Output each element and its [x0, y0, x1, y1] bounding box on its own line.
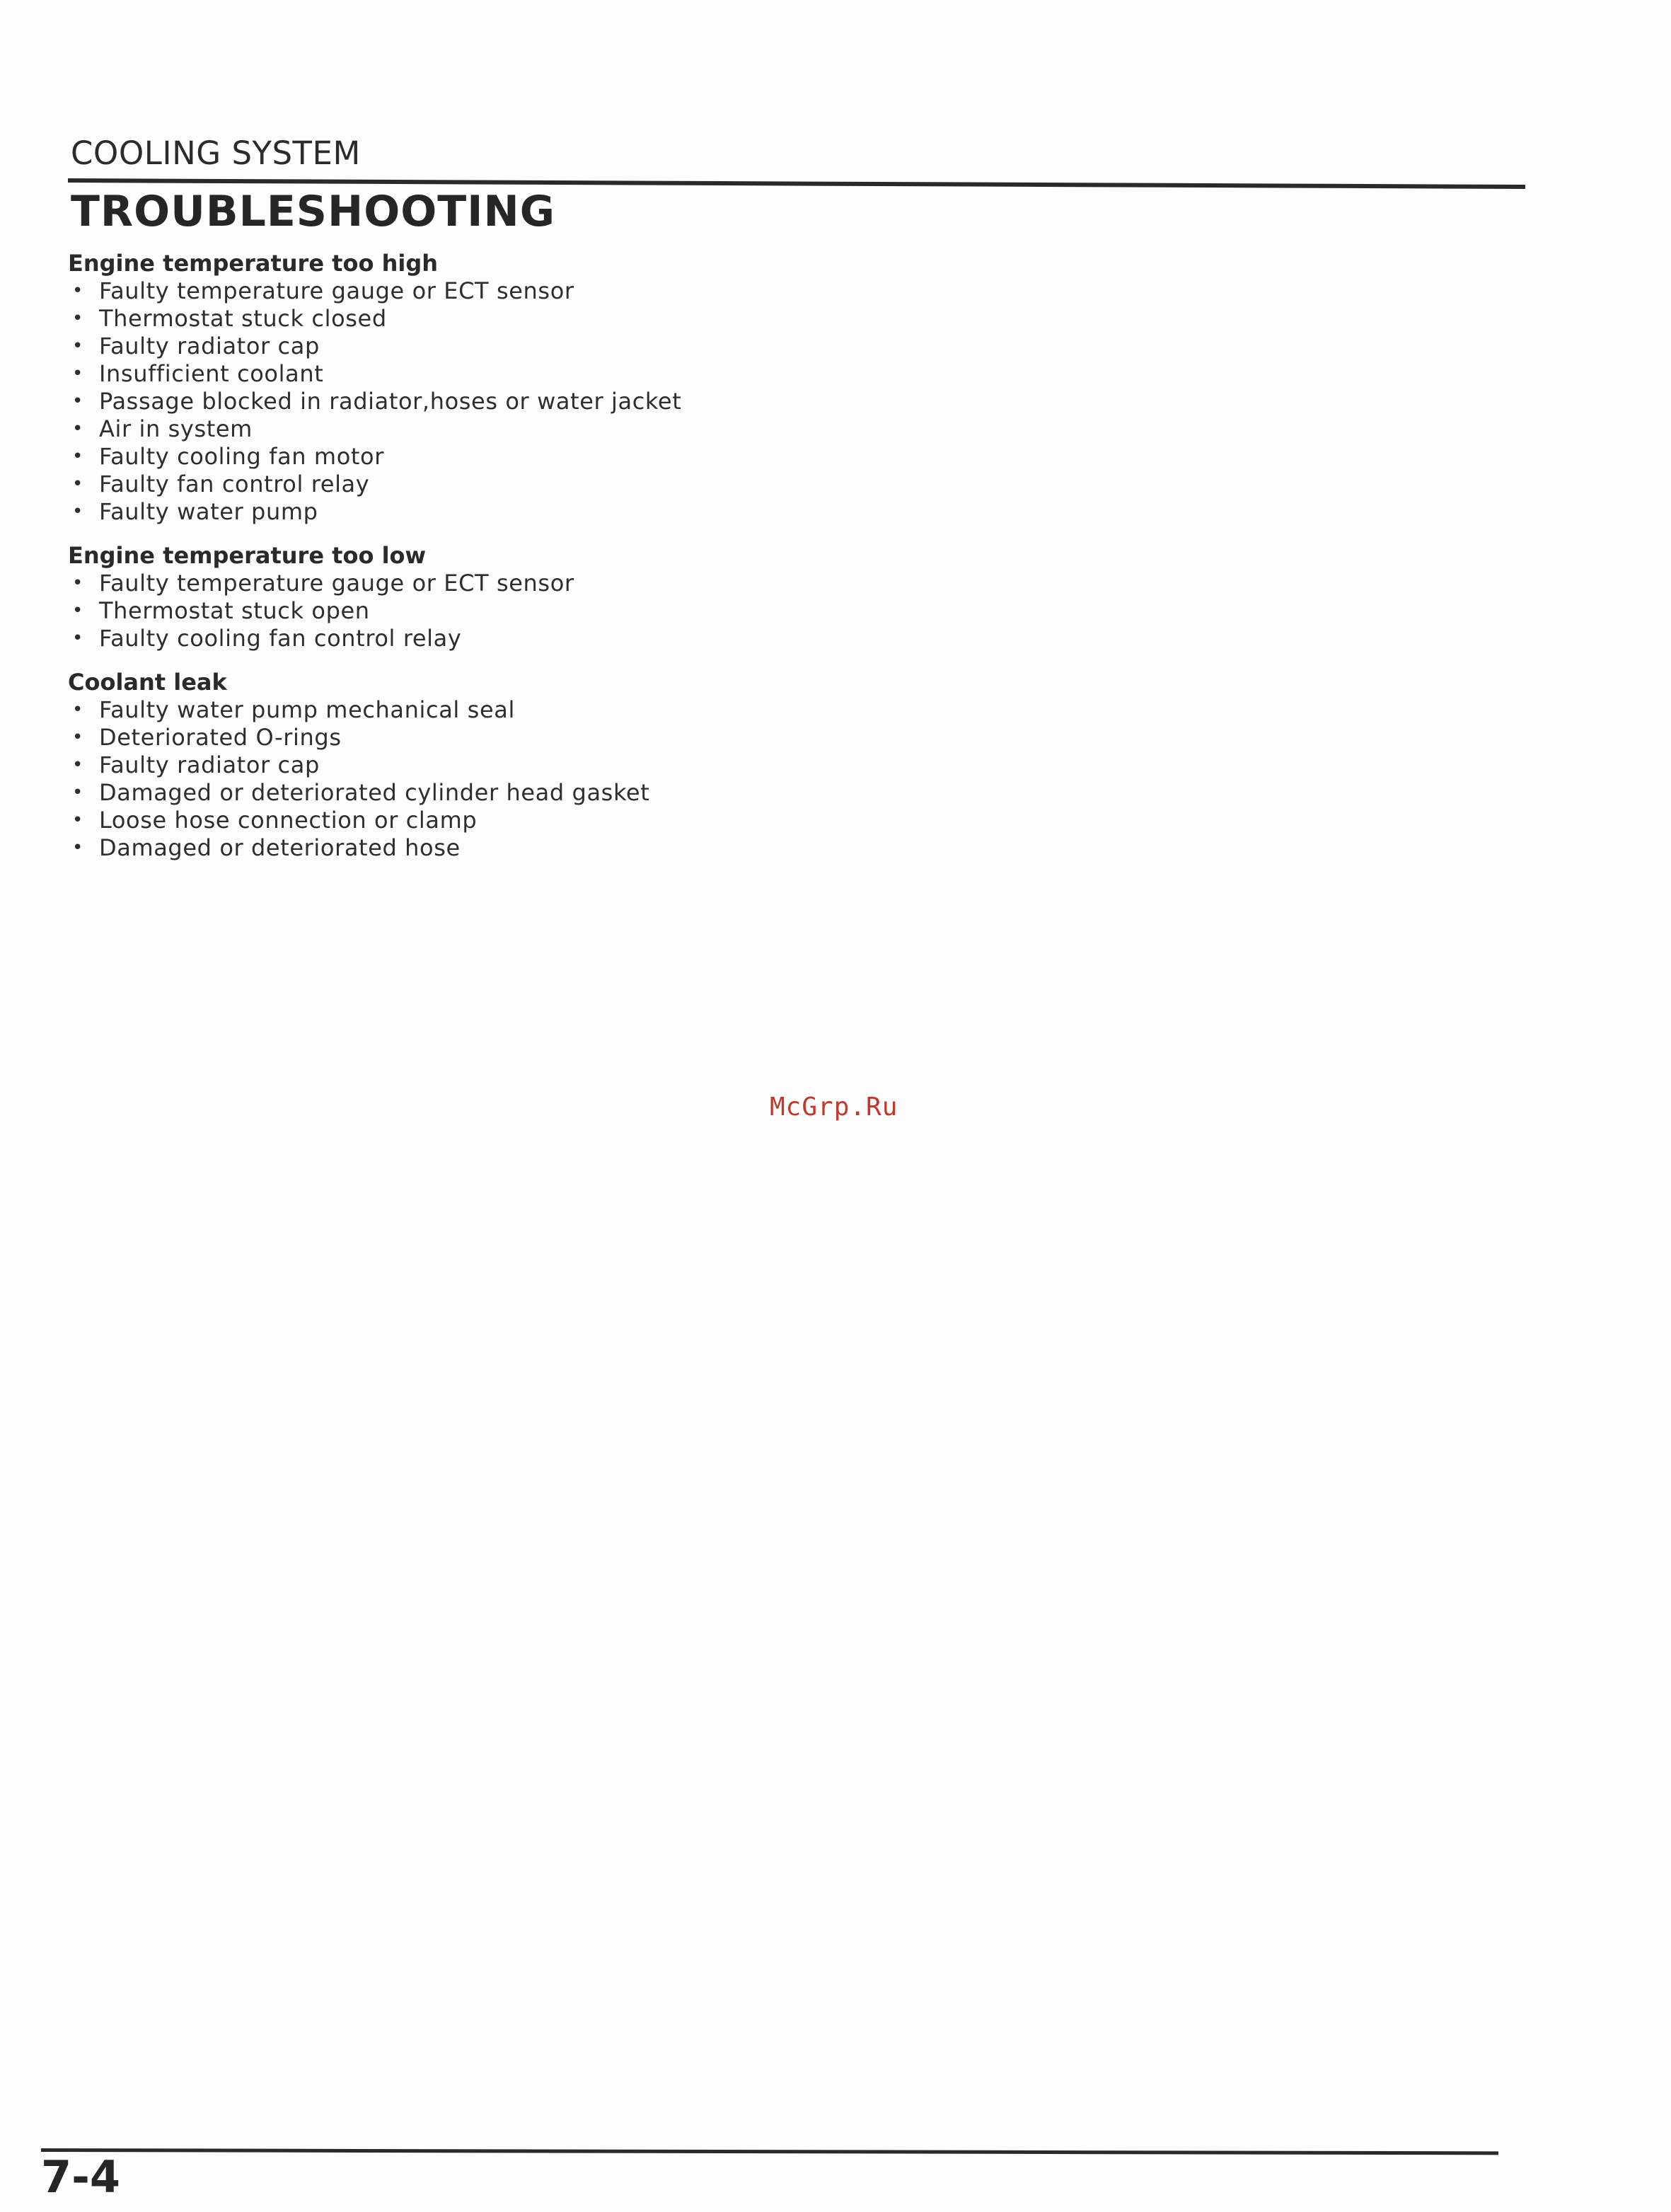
list-item-text: Faulty cooling fan control relay [99, 625, 462, 652]
bullet-icon: • [72, 363, 83, 384]
bullet-icon: • [72, 446, 83, 467]
bullet-icon: • [72, 754, 83, 776]
list-item-text: Damaged or deteriorated cylinder head gasket [99, 779, 650, 806]
list-item [65, 333, 1126, 360]
footer-rule [41, 2148, 1498, 2155]
list-item-text: Faulty temperature gauge or ECT sensor [99, 277, 574, 304]
chapter-title: COOLING SYSTEM [71, 134, 361, 172]
list-item [65, 625, 1126, 652]
bullet-icon: • [72, 308, 83, 329]
list-item [65, 779, 1126, 807]
list-item [65, 834, 1126, 862]
bullet-icon: • [72, 572, 83, 594]
list-item [65, 724, 1126, 751]
cause-list [65, 570, 1126, 652]
list-item [65, 570, 1126, 597]
bullet-icon: • [72, 418, 83, 439]
bullet-icon: • [72, 837, 83, 858]
bullet-icon: • [72, 391, 83, 412]
list-item [65, 696, 1126, 724]
list-item-text: Passage blocked in radiator,hoses or water jacket [99, 388, 682, 415]
list-item-text: Deteriorated O-rings [99, 724, 342, 751]
group-heading: Coolant leak [68, 669, 227, 696]
list-item-text: Faulty water pump mechanical seal [99, 696, 515, 723]
list-item-text: Thermostat stuck open [99, 597, 370, 624]
section-title: TROUBLESHOOTING [71, 187, 555, 236]
list-item [65, 305, 1126, 333]
bullet-icon: • [72, 473, 83, 495]
group-heading: Engine temperature too high [68, 250, 439, 277]
list-item-text: Damaged or deteriorated hose [99, 834, 461, 861]
group-temperature-low [65, 541, 1126, 652]
bullet-icon: • [72, 699, 83, 720]
watermark-text: McGrp.Ru [770, 1093, 898, 1122]
list-item [65, 498, 1126, 526]
list-item [65, 360, 1126, 388]
list-item [65, 471, 1126, 498]
bullet-icon: • [72, 501, 83, 522]
cause-list [65, 696, 1126, 862]
group-temperature-high [65, 249, 1126, 526]
list-item [65, 807, 1126, 834]
list-item [65, 443, 1126, 471]
bullet-icon: • [72, 335, 83, 357]
bullet-icon: • [72, 782, 83, 803]
group-heading: Engine temperature too low [68, 542, 427, 569]
list-item [65, 415, 1126, 443]
list-item-text: Faulty radiator cap [99, 333, 320, 359]
list-item [65, 277, 1126, 305]
group-coolant-leak [65, 668, 1126, 862]
list-item-text: Faulty temperature gauge or ECT sensor [99, 570, 574, 597]
list-item-text: Faulty water pump [99, 498, 318, 525]
bullet-icon: • [72, 628, 83, 649]
list-item-text: Faulty fan control relay [99, 471, 370, 497]
list-item-text: Loose hose connection or clamp [99, 807, 478, 834]
list-item-text: Faulty radiator cap [99, 751, 320, 778]
cause-list [65, 277, 1126, 526]
list-item [65, 597, 1126, 625]
list-item [65, 751, 1126, 779]
list-item-text: Insufficient coolant [99, 360, 324, 387]
bullet-icon: • [72, 600, 83, 621]
list-item [65, 388, 1126, 415]
list-item-text: Thermostat stuck closed [99, 305, 387, 332]
list-item-text: Faulty cooling fan motor [99, 443, 384, 470]
list-item-text: Air in system [99, 415, 253, 442]
page-number: 7-4 [41, 2151, 121, 2203]
troubleshooting-groups [65, 249, 1126, 877]
bullet-icon: • [72, 727, 83, 748]
bullet-icon: • [72, 280, 83, 301]
bullet-icon: • [72, 810, 83, 831]
